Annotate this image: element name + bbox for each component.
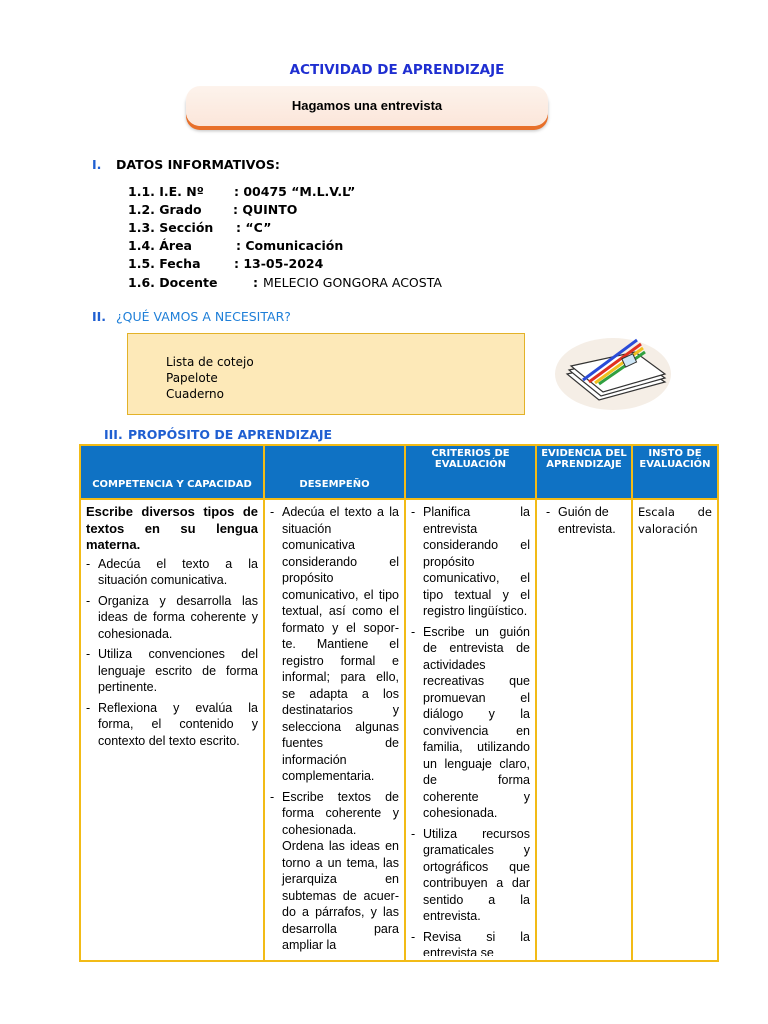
paper-and-pencils-illustration: [553, 330, 673, 417]
materials-box: [127, 333, 525, 415]
list-item: - Revisa si la entrevista se: [411, 929, 530, 957]
learning-purpose-table: [79, 444, 719, 962]
material-item: Lista de cotejo: [166, 355, 254, 369]
section-label: DATOS INFORMATIVOS:: [116, 157, 280, 172]
column-header-competencia: COMPETENCIA Y CAPACIDAD: [80, 445, 264, 499]
info-key: 1.1. I.E. Nº: [128, 184, 204, 199]
subtitle-text: Hagamos una entrevista: [291, 98, 443, 113]
info-key: 1.2. Grado: [128, 202, 202, 217]
cell-evidencia: [536, 499, 632, 961]
info-key: 1.5. Fecha: [128, 256, 201, 271]
column-header-desempeno: DESEMPEÑO: [264, 445, 405, 499]
table-header-row: [80, 445, 718, 499]
evidencia-list: [542, 504, 626, 537]
list-item: - Adecúa el texto a la situación comunicativa.: [86, 556, 258, 589]
list-item: - Guión de entrevista.: [546, 504, 626, 537]
cell-competencia: [80, 499, 264, 961]
desempeno-list: [270, 504, 399, 954]
list-item: - Planifica la entrevista considerando el propósito comunicativo, el tipo textual y el registro lingüístico.: [411, 504, 530, 620]
table-row: [80, 499, 718, 961]
section-number: I.: [92, 157, 102, 172]
info-value: MELECIO GONGORA ACOSTA: [263, 275, 442, 290]
cell-instrumento: [632, 499, 718, 961]
column-header-criterios: CRITERIOS DE EVALUACIÓN: [405, 445, 536, 499]
capacidades-list: [86, 556, 258, 750]
column-header-evidencia: EVIDENCIA DEL APRENDIZAJE: [536, 445, 632, 499]
list-item: - Escribe textos de forma coherente y cohesionada. Ordena las ideas en torno a un tema, las jerarquiza en subtemas de acuer-do a párrafos, y las desarrolla para ampliar la: [270, 789, 399, 954]
list-item: - Utiliza convenciones del lenguaje escrito de forma pertinente.: [86, 646, 258, 696]
criterios-list: [411, 504, 530, 956]
section-heading-proposito: [104, 427, 332, 442]
info-value: : Comunicación: [236, 238, 344, 253]
cell-criterios: [405, 499, 536, 961]
list-item: - Organiza y desarrolla las ideas de forma coherente y cohesionada.: [86, 593, 258, 643]
list-item: - Escribe un guión de entrevista de actividades recreativas que promuevan el diálogo y la convivencia en familia, utilizando un lenguaje claro, de forma coherente y cohesionada.: [411, 624, 530, 822]
material-item: Papelote: [166, 371, 218, 385]
document-title: ACTIVIDAD DE APRENDIZAJE: [289, 62, 505, 78]
info-key: 1.6. Docente: [128, 275, 218, 290]
subtitle-banner: [186, 86, 548, 126]
info-key: 1.3. Sección: [128, 220, 214, 235]
list-item: - Adecúa el texto a la situación comunicativa considerando el propósito comunicativo, el tipo textual, así como el formato y el sopor-te. Mantiene el registro formal e informal; para ello, se adapta a los destinatarios y selecciona algunas fuentes de información complementaria.: [270, 504, 399, 785]
info-colon: :: [253, 275, 258, 290]
info-key: 1.4. Área: [128, 238, 192, 253]
section-heading-necesitar: [92, 309, 291, 324]
instrumento-text: Escala de valoración: [638, 505, 712, 536]
info-value: : 00475 “M.L.V.L”: [234, 184, 356, 199]
list-item: - Reflexiona y evalúa la forma, el contenido y contexto del texto escrito.: [86, 700, 258, 750]
column-header-instrumento: INSTO DE EVALUACIÓN: [632, 445, 718, 499]
section-heading-datos: [92, 157, 280, 172]
section-label: PROPÓSITO DE APRENDIZAJE: [128, 427, 333, 442]
material-item: Cuaderno: [166, 387, 225, 401]
list-item: - Utiliza recursos gramaticales y ortográficos que contribuyen a dar sentido a la entrevista.: [411, 826, 530, 925]
competencia-title: Escribe diversos tipos de textos en su lengua materna.: [86, 504, 258, 552]
cell-desempeno: [264, 499, 405, 961]
info-value: : QUINTO: [233, 202, 298, 217]
section-label: ¿QUÉ VAMOS A NECESITAR?: [116, 309, 291, 324]
section-number: III.: [104, 427, 123, 442]
info-value: : “C”: [236, 220, 272, 235]
section-number: II.: [92, 309, 107, 324]
info-value: : 13-05-2024: [234, 256, 324, 271]
